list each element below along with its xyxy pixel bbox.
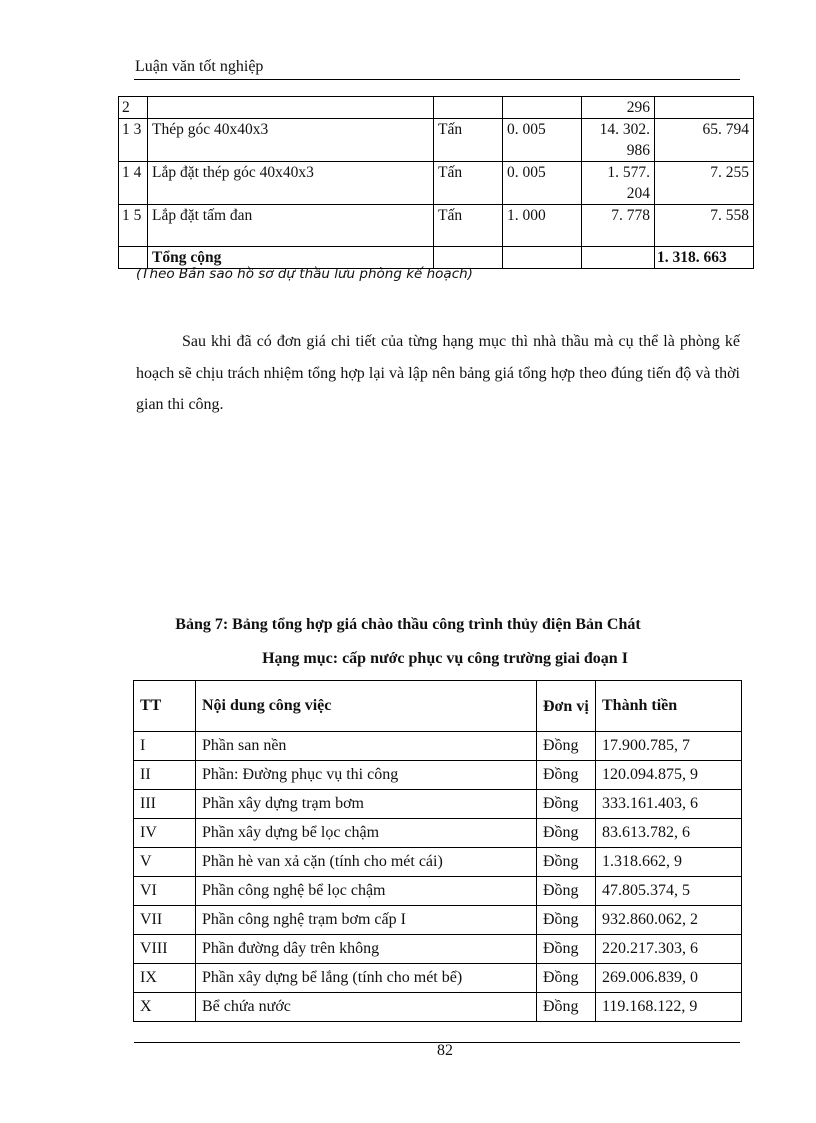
row-unit: Đồng [537,819,596,848]
running-header-title: Luận văn tốt nghiệp [135,58,264,75]
table-row [134,935,742,964]
row-quantity: 0. 005 [503,119,582,162]
row-tt: V [134,848,196,877]
header-rule [134,79,740,80]
header-content: Nội dung công việc [196,681,537,732]
row-item-name [148,97,434,119]
cost-breakdown-table [118,96,754,269]
row-tt: I [134,732,196,761]
row-unit: Đồng [537,964,596,993]
row-content: Phần công nghệ trạm bơm cấp I [196,906,537,935]
row-amount: 7. 255 [655,162,754,205]
row-content: Phần công nghệ bể lọc chậm [196,877,537,906]
row-quantity [503,97,582,119]
total-value: 1. 318. 663 [655,247,754,269]
row-amount: 47.805.374, 5 [596,877,742,906]
row-amount: 333.161.403, 6 [596,790,742,819]
total-qty-cell [503,247,582,269]
row-unit: Tấn [434,162,503,205]
header-amount: Thành tiền [596,681,742,732]
table-row [119,119,754,162]
row-amount: 119.168.122, 9 [596,993,742,1022]
row-amount [655,97,754,119]
row-content: Phần xây dựng trạm bơm [196,790,537,819]
table-header-row [134,681,742,732]
body-paragraph [136,326,740,421]
row-content: Phần xây dựng bể lắng (tính cho mét bể) [196,964,537,993]
row-index: 1 3 [119,119,148,162]
table-row [134,790,742,819]
row-amount: 7. 558 [655,205,754,247]
source-note: (Theo Bản sao hồ sơ dự thầu lưu phòng kế hoạch) [136,266,473,282]
row-amount: 65. 794 [655,119,754,162]
row-unit: Đồng [537,935,596,964]
row-amount: 83.613.782, 6 [596,819,742,848]
row-tt: III [134,790,196,819]
row-index: 1 4 [119,162,148,205]
row-amount: 1.318.662, 9 [596,848,742,877]
row-unit [434,97,503,119]
row-unit-price: 14. 302. 986 [582,119,655,162]
row-amount: 220.217.303, 6 [596,935,742,964]
row-amount: 120.094.875, 9 [596,761,742,790]
body-paragraph-text: Sau khi đã có đơn giá chi tiết của từng hạng mục thì nhà thầu mà cụ thể là phòng kế hoạch sẽ chịu trách nhiệm tổng hợp lại và lập nên bảng giá tổng hợp theo đúng tiến độ và thời gian thi công. [136,333,740,413]
row-tt: VI [134,877,196,906]
bid-summary-table [133,680,742,1022]
row-unit: Đồng [537,848,596,877]
total-label: Tổng cộng [148,247,434,269]
row-content: Phần: Đường phục vụ thi công [196,761,537,790]
total-price-cell [582,247,655,269]
row-content: Phần xây dựng bể lọc chậm [196,819,537,848]
row-unit: Đồng [537,993,596,1022]
row-unit: Đồng [537,790,596,819]
row-amount: 932.860.062, 2 [596,906,742,935]
table-caption: Bảng 7: Bảng tổng hợp giá chào thầu công trình thủy điện Bản Chát [175,616,641,633]
table-row [119,162,754,205]
row-unit: Đồng [537,761,596,790]
row-unit-price: 1. 577. 204 [582,162,655,205]
row-item-name: Lắp đặt thép góc 40x40x3 [148,162,434,205]
header-tt: TT [134,681,196,732]
row-unit-price: 7. 778 [582,205,655,247]
row-index: 2 [119,97,148,119]
table-row [134,964,742,993]
row-tt: II [134,761,196,790]
table-row [119,97,754,119]
row-unit: Đồng [537,877,596,906]
table-row [134,819,742,848]
table-row [134,848,742,877]
row-amount: 269.006.839, 0 [596,964,742,993]
table-row [119,205,754,247]
table-row [134,877,742,906]
row-amount: 17.900.785, 7 [596,732,742,761]
row-item-name: Thép góc 40x40x3 [148,119,434,162]
header-unit: Đơn vị [537,681,596,732]
row-unit: Tấn [434,119,503,162]
row-tt: X [134,993,196,1022]
table-row [134,761,742,790]
row-item-name: Lắp đặt tấm đan [148,205,434,247]
row-tt: VII [134,906,196,935]
table-row [134,993,742,1022]
row-tt: IX [134,964,196,993]
row-unit: Đồng [537,906,596,935]
row-content: Phần san nền [196,732,537,761]
row-content: Phần đường dây trên không [196,935,537,964]
row-tt: VIII [134,935,196,964]
row-content: Bể chứa nước [196,993,537,1022]
row-content: Phần hè van xả cặn (tính cho mét cái) [196,848,537,877]
page-number: 82 [437,1042,453,1059]
row-unit-price: 296 [582,97,655,119]
table-subcaption: Hạng mục: cấp nước phục vụ công trường giai đoạn I [262,650,628,667]
row-unit: Tấn [434,205,503,247]
table-row [134,906,742,935]
row-index: 1 5 [119,205,148,247]
row-quantity: 1. 000 [503,205,582,247]
row-unit: Đồng [537,732,596,761]
row-quantity: 0. 005 [503,162,582,205]
row-tt: IV [134,819,196,848]
table-row [134,732,742,761]
